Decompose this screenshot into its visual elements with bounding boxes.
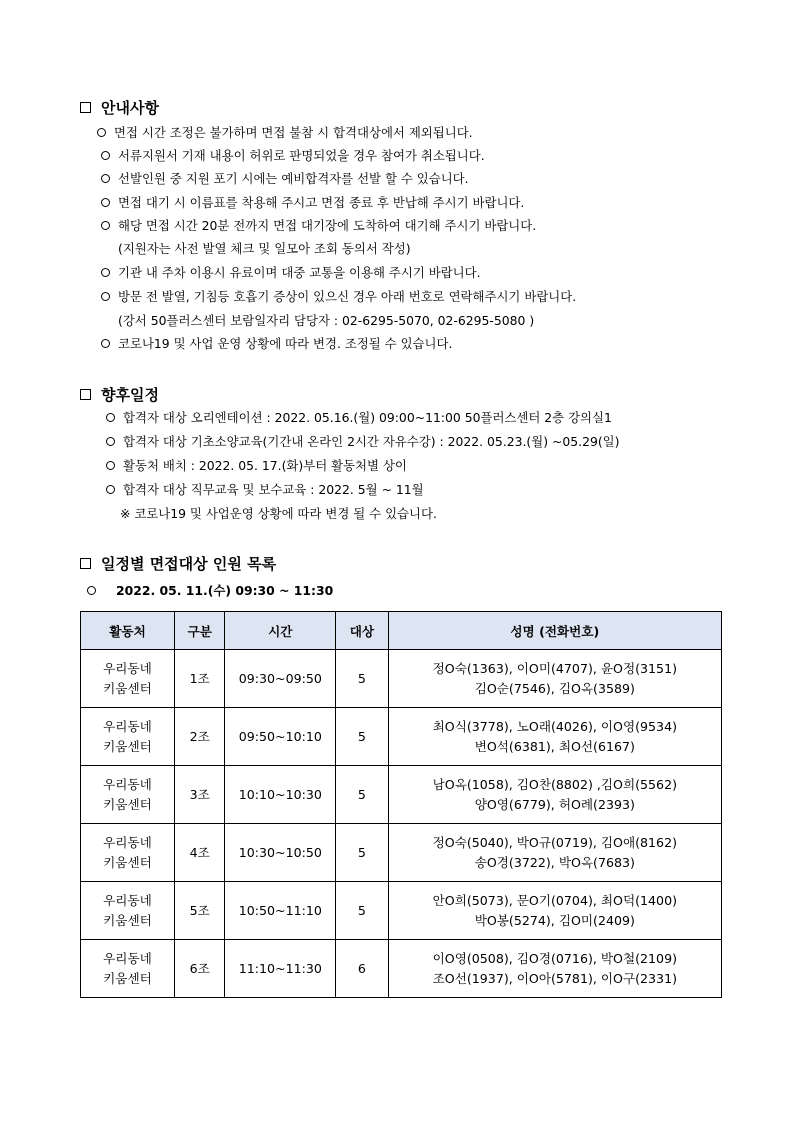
notice-title: 안내사항	[101, 99, 159, 117]
place-cell: 우리동네 키움센터	[81, 940, 175, 998]
interview-roster-table	[80, 611, 722, 998]
table-row	[81, 882, 722, 940]
circle-bullet-icon	[106, 461, 115, 470]
checkbox-square-icon	[80, 558, 91, 569]
schedule-note: ※ 코로나19 및 사업운영 상황에 따라 변경 될 수 있습니다.	[120, 506, 437, 521]
table-row	[81, 824, 722, 882]
circle-bullet-icon	[101, 221, 110, 230]
circle-bullet-icon	[106, 485, 115, 494]
time-cell: 09:50~10:10	[225, 708, 336, 766]
group-cell: 1조	[174, 650, 225, 708]
header-count: 대상	[336, 612, 388, 650]
schedule-section-title	[80, 384, 159, 405]
notice-item: 서류지원서 기재 내용이 허위로 판명되었을 경우 참여가 취소됩니다.	[101, 148, 485, 164]
table-row	[81, 708, 722, 766]
circle-bullet-icon	[101, 268, 110, 277]
group-cell: 4조	[174, 824, 225, 882]
circle-bullet-icon	[97, 128, 106, 137]
schedule-item: 합격자 대상 오리엔테이션 : 2022. 05.16.(월) 09:00~11:00 50플러스센터 2층 강의실1	[106, 410, 612, 426]
circle-bullet-icon	[106, 413, 115, 422]
place-cell: 우리동네 키움센터	[81, 882, 175, 940]
table-header-row	[81, 612, 722, 650]
time-cell: 10:30~10:50	[225, 824, 336, 882]
names-cell: 최O식(3778), 노O래(4026), 이O영(9534) 변O석(6381), 최O선(6167)	[388, 708, 721, 766]
group-cell: 5조	[174, 882, 225, 940]
notice-item: 코로나19 및 사업 운영 상황에 따라 변경. 조정될 수 있습니다.	[101, 336, 452, 352]
place-cell: 우리동네 키움센터	[81, 824, 175, 882]
notice-item: 면접 시간 조정은 불가하며 면접 불참 시 합격대상에서 제외됩니다.	[97, 125, 473, 141]
circle-bullet-icon	[101, 339, 110, 348]
names-cell: 이O영(0508), 김O경(0716), 박O철(2109) 조O선(1937), 이O아(5781), 이O구(2331)	[388, 940, 721, 998]
place-cell: 우리동네 키움센터	[81, 708, 175, 766]
schedule-title: 향후일정	[101, 386, 159, 404]
names-cell: 정O숙(5040), 박O규(0719), 김O애(8162) 송O경(3722), 박O옥(7683)	[388, 824, 721, 882]
names-cell: 남O옥(1058), 김O찬(8802) ,김O희(5562) 양O영(6779), 허O례(2393)	[388, 766, 721, 824]
roster-section-title	[80, 553, 276, 574]
checkbox-square-icon	[80, 102, 91, 113]
table-row	[81, 650, 722, 708]
names-cell: 정O숙(1363), 이O미(4707), 윤O정(3151) 김O순(7546), 김O옥(3589)	[388, 650, 721, 708]
notice-sub-note: (강서 50플러스센터 보람일자리 담당자 : 02-6295-5070, 02-6295-5080 )	[118, 313, 535, 328]
circle-bullet-icon	[101, 174, 110, 183]
header-group: 구분	[174, 612, 225, 650]
table-row	[81, 766, 722, 824]
circle-bullet-icon	[101, 151, 110, 160]
notice-item: 방문 전 발열, 기침등 호흡기 증상이 있으신 경우 아래 번호로 연락해주시기 바랍니다.	[101, 289, 576, 305]
notice-item: 면접 대기 시 이름표를 착용해 주시고 면접 종료 후 반납해 주시기 바랍니다.	[101, 195, 524, 211]
names-cell: 안O희(5073), 문O기(0704), 최O덕(1400) 박O봉(5274), 김O미(2409)	[388, 882, 721, 940]
header-time: 시간	[225, 612, 336, 650]
notice-item: 해당 면접 시간 20분 전까지 면접 대기장에 도착하여 대기해 주시기 바랍니다.	[101, 218, 536, 234]
header-names: 성명 (전화번호)	[388, 612, 721, 650]
count-cell: 5	[336, 824, 388, 882]
roster-title: 일정별 면접대상 인원 목록	[101, 555, 277, 573]
circle-bullet-icon	[87, 586, 96, 595]
group-cell: 6조	[174, 940, 225, 998]
place-cell: 우리동네 키움센터	[81, 650, 175, 708]
header-place: 활동처	[81, 612, 175, 650]
circle-bullet-icon	[106, 437, 115, 446]
notice-item: 선발인원 중 지원 포기 시에는 예비합격자를 선발 할 수 있습니다.	[101, 171, 469, 187]
time-cell: 09:30~09:50	[225, 650, 336, 708]
notice-section-title	[80, 97, 159, 118]
count-cell: 5	[336, 708, 388, 766]
checkbox-square-icon	[80, 389, 91, 400]
place-cell: 우리동네 키움센터	[81, 766, 175, 824]
time-cell: 10:10~10:30	[225, 766, 336, 824]
count-cell: 5	[336, 766, 388, 824]
schedule-item: 활동처 배치 : 2022. 05. 17.(화)부터 활동처별 상이	[106, 458, 407, 474]
circle-bullet-icon	[101, 198, 110, 207]
schedule-item: 합격자 대상 기초소양교육(기간내 온라인 2시간 자유수강) : 2022. 05.23.(월) ~05.29(일)	[106, 434, 619, 450]
circle-bullet-icon	[101, 292, 110, 301]
notice-item: 기관 내 주차 이용시 유료이며 대중 교통을 이용해 주시기 바랍니다.	[101, 265, 481, 281]
count-cell: 5	[336, 882, 388, 940]
time-cell: 10:50~11:10	[225, 882, 336, 940]
table-row	[81, 940, 722, 998]
count-cell: 5	[336, 650, 388, 708]
notice-sub-note: (지원자는 사전 발열 체크 및 일모아 조회 동의서 작성)	[118, 241, 411, 256]
group-cell: 3조	[174, 766, 225, 824]
count-cell: 6	[336, 940, 388, 998]
schedule-item: 합격자 대상 직무교육 및 보수교육 : 2022. 5월 ~ 11월	[106, 482, 424, 498]
group-cell: 2조	[174, 708, 225, 766]
interview-date: 2022. 05. 11.(수) 09:30 ~ 11:30	[87, 581, 333, 599]
time-cell: 11:10~11:30	[225, 940, 336, 998]
